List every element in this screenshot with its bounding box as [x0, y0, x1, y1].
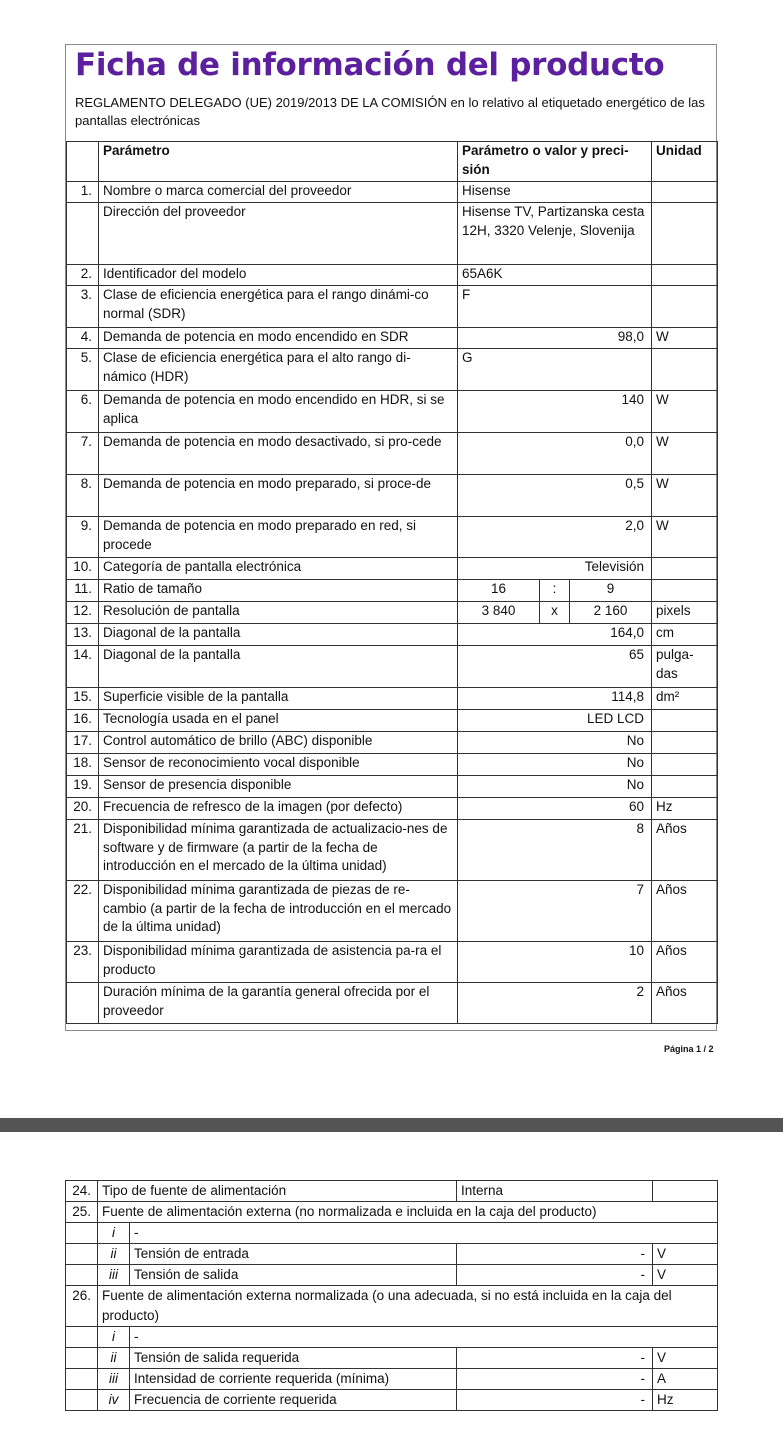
table-subrow — [66, 1327, 718, 1348]
ratio-separator: : — [540, 580, 570, 602]
table-row — [67, 475, 718, 517]
table-row — [67, 942, 718, 983]
sub-index: ii — [98, 1348, 130, 1369]
table-row — [67, 328, 718, 349]
page-number: Página 1 / 2 — [664, 1044, 714, 1054]
row-number: 26. — [66, 1286, 98, 1327]
row-number: 25. — [66, 1202, 98, 1223]
table-row — [67, 602, 718, 624]
row-unit — [652, 710, 718, 732]
row-unit: W — [652, 391, 718, 433]
row-label: Ratio de tamaño — [99, 580, 458, 602]
table-row — [66, 1202, 718, 1223]
row-value: - — [457, 1244, 653, 1265]
sub-index: i — [98, 1327, 130, 1348]
row-value: No — [458, 776, 652, 798]
ratio-width: 16 — [458, 580, 540, 602]
row-label: Resolución de pantalla — [99, 602, 458, 624]
table-row — [67, 798, 718, 820]
row-value: No — [458, 732, 652, 754]
sub-index: iv — [98, 1390, 130, 1411]
table-row — [67, 265, 718, 286]
table-row — [67, 820, 718, 881]
row-number: 12. — [67, 602, 99, 624]
row-unit: pixels — [652, 602, 718, 624]
table-subrow — [66, 1244, 718, 1265]
row-number: 13. — [67, 624, 99, 646]
row-number: 23. — [67, 942, 99, 983]
row-unit — [652, 580, 718, 602]
row-number: 24. — [66, 1181, 98, 1202]
row-label: Demanda de potencia en modo encendido en HDR, si se aplica — [99, 391, 458, 433]
sub-index: i — [98, 1223, 130, 1244]
row-unit: V — [653, 1265, 718, 1286]
row-label: Categoría de pantalla electrónica — [99, 558, 458, 580]
sub-index: iii — [98, 1265, 130, 1286]
table-header-row — [67, 142, 718, 182]
regulation-subtitle: REGLAMENTO DELEGADO (UE) 2019/2013 DE LA COMISIÓN en lo relativo al etiquetado energético de las pantallas electrónicas — [75, 95, 705, 128]
row-label: Diagonal de la pantalla — [99, 646, 458, 688]
row-label: Tensión de salida — [130, 1265, 457, 1286]
row-value: 114,8 — [458, 688, 652, 710]
row-label: Superficie visible de la pantalla — [99, 688, 458, 710]
table-row — [67, 558, 718, 580]
row-label: Clase de eficiencia energética para el rango dinámi-co normal (SDR) — [99, 286, 458, 328]
row-label: - — [130, 1327, 718, 1348]
row-value: 98,0 — [458, 328, 652, 349]
table-row — [66, 1181, 718, 1202]
table-row — [67, 983, 718, 1024]
sub-index: ii — [98, 1244, 130, 1265]
row-unit: A — [653, 1369, 718, 1390]
row-number: 8. — [67, 475, 99, 517]
row-label: Disponibilidad mínima garantizada de actualizacio-nes de software y de firmware (a partir de la fecha de introducción en el mercado de la última unidad) — [99, 820, 458, 881]
row-label: Clase de eficiencia energética para el alto rango di-námico (HDR) — [99, 349, 458, 391]
row-number: 9. — [67, 517, 99, 558]
row-unit: V — [653, 1348, 718, 1369]
row-number: 6. — [67, 391, 99, 433]
row-unit — [653, 1181, 718, 1202]
row-unit: W — [652, 517, 718, 558]
header-value: Parámetro o valor y preci-sión — [458, 142, 652, 182]
row-number: 2. — [67, 265, 99, 286]
row-value: Hisense TV, Partizanska cesta 12H, 3320 Velenje, Slovenija — [458, 203, 652, 265]
table-subrow — [66, 1265, 718, 1286]
table-subrow — [66, 1390, 718, 1411]
table-row — [67, 710, 718, 732]
table-subrow — [66, 1223, 718, 1244]
row-label: - — [130, 1223, 718, 1244]
row-unit — [652, 182, 718, 203]
row-number: 22. — [67, 881, 99, 942]
table-row — [67, 688, 718, 710]
table-row — [67, 624, 718, 646]
row-unit: Años — [652, 942, 718, 983]
table-row — [67, 776, 718, 798]
row-label: Nombre o marca comercial del proveedor — [99, 182, 458, 203]
row-label: Demanda de potencia en modo encendido en SDR — [99, 328, 458, 349]
row-label: Demanda de potencia en modo preparado en red, si procede — [99, 517, 458, 558]
table-row — [67, 732, 718, 754]
table-row — [67, 754, 718, 776]
row-value: Hisense — [458, 182, 652, 203]
page-separator — [0, 1118, 783, 1132]
row-label: Dirección del proveedor — [99, 203, 458, 265]
row-value: 7 — [458, 881, 652, 942]
ratio-height: 9 — [570, 580, 652, 602]
row-label: Identificador del modelo — [99, 265, 458, 286]
table-row — [67, 646, 718, 688]
row-label: Tipo de fuente de alimentación — [98, 1181, 457, 1202]
row-number: 20. — [67, 798, 99, 820]
row-value: 164,0 — [458, 624, 652, 646]
row-unit: Años — [652, 881, 718, 942]
row-label: Demanda de potencia en modo desactivado, si pro-cede — [99, 433, 458, 475]
row-label: Intensidad de corriente requerida (mínima) — [130, 1369, 457, 1390]
row-unit — [652, 265, 718, 286]
row-unit: dm² — [652, 688, 718, 710]
resolution-width: 3 840 — [458, 602, 540, 624]
row-value: - — [457, 1369, 653, 1390]
row-value: F — [458, 286, 652, 328]
table-row — [67, 391, 718, 433]
row-value: 0,5 — [458, 475, 652, 517]
product-parameters-table — [66, 141, 718, 1024]
table-row — [67, 881, 718, 942]
row-label: Disponibilidad mínima garantizada de asistencia pa-ra el producto — [99, 942, 458, 983]
row-number: 10. — [67, 558, 99, 580]
row-label: Disponibilidad mínima garantizada de piezas de re-cambio (a partir de la fecha de introducción en el mercado de la última unidad) — [99, 881, 458, 942]
row-unit: cm — [652, 624, 718, 646]
row-number: 11. — [67, 580, 99, 602]
row-label: Sensor de presencia disponible — [99, 776, 458, 798]
row-value: 8 — [458, 820, 652, 881]
row-label: Frecuencia de refresco de la imagen (por defecto) — [99, 798, 458, 820]
row-unit — [652, 349, 718, 391]
row-value: 65A6K — [458, 265, 652, 286]
row-number — [67, 203, 99, 265]
row-number: 21. — [67, 820, 99, 881]
row-unit: V — [653, 1244, 718, 1265]
row-value: G — [458, 349, 652, 391]
table-row — [67, 286, 718, 328]
row-value: 2,0 — [458, 517, 652, 558]
table-row — [67, 203, 718, 265]
row-label: Fuente de alimentación externa normalizada (o una adecuada, si no está incluida en la caja del producto) — [98, 1286, 718, 1327]
power-supply-table — [65, 1180, 718, 1411]
row-number: 16. — [67, 710, 99, 732]
row-unit: Años — [652, 820, 718, 881]
row-unit: Años — [652, 983, 718, 1024]
row-unit — [652, 732, 718, 754]
row-label: Demanda de potencia en modo preparado, si proce-de — [99, 475, 458, 517]
row-number: 14. — [67, 646, 99, 688]
page-title: Ficha de información del producto — [75, 47, 665, 83]
row-number: 15. — [67, 688, 99, 710]
table-subrow — [66, 1348, 718, 1369]
sub-index: iii — [98, 1369, 130, 1390]
row-value: 65 — [458, 646, 652, 688]
row-label: Sensor de reconocimiento vocal disponible — [99, 754, 458, 776]
row-label: Duración mínima de la garantía general ofrecida por el proveedor — [99, 983, 458, 1024]
header-unit: Unidad — [652, 142, 718, 182]
row-unit: pulga-das — [652, 646, 718, 688]
row-number: 4. — [67, 328, 99, 349]
row-unit: W — [652, 433, 718, 475]
header-parameter: Parámetro — [99, 142, 458, 182]
row-unit — [652, 754, 718, 776]
row-label: Frecuencia de corriente requerida — [130, 1390, 457, 1411]
table-row — [67, 349, 718, 391]
product-info-sheet — [65, 44, 717, 1031]
table-row — [67, 580, 718, 602]
row-value: No — [458, 754, 652, 776]
row-label: Control automático de brillo (ABC) disponible — [99, 732, 458, 754]
row-value: 0,0 — [458, 433, 652, 475]
row-label: Diagonal de la pantalla — [99, 624, 458, 646]
row-value: LED LCD — [458, 710, 652, 732]
row-value: - — [457, 1348, 653, 1369]
table-row — [67, 517, 718, 558]
row-unit — [652, 286, 718, 328]
row-unit: W — [652, 475, 718, 517]
row-value: 140 — [458, 391, 652, 433]
row-number: 18. — [67, 754, 99, 776]
row-unit — [652, 776, 718, 798]
row-value: 2 — [458, 983, 652, 1024]
row-value: 10 — [458, 942, 652, 983]
row-unit: Hz — [652, 798, 718, 820]
row-label: Tensión de entrada — [130, 1244, 457, 1265]
row-value: - — [457, 1265, 653, 1286]
table-row — [67, 182, 718, 203]
row-label: Tecnología usada en el panel — [99, 710, 458, 732]
row-number — [67, 983, 99, 1024]
row-number: 7. — [67, 433, 99, 475]
row-number: 3. — [67, 286, 99, 328]
row-value: Televisión — [458, 558, 652, 580]
row-unit: Hz — [653, 1390, 718, 1411]
resolution-separator: x — [540, 602, 570, 624]
row-unit — [652, 558, 718, 580]
row-number: 1. — [67, 182, 99, 203]
row-number: 19. — [67, 776, 99, 798]
row-unit: W — [652, 328, 718, 349]
row-value: - — [457, 1390, 653, 1411]
table-row — [67, 433, 718, 475]
row-label: Fuente de alimentación externa (no normalizada e incluida en la caja del producto) — [98, 1202, 718, 1223]
resolution-height: 2 160 — [570, 602, 652, 624]
row-number: 5. — [67, 349, 99, 391]
row-unit — [652, 203, 718, 265]
row-label: Tensión de salida requerida — [130, 1348, 457, 1369]
row-value: 60 — [458, 798, 652, 820]
table-row — [66, 1286, 718, 1327]
row-value: Interna — [457, 1181, 653, 1202]
row-number: 17. — [67, 732, 99, 754]
table-subrow — [66, 1369, 718, 1390]
